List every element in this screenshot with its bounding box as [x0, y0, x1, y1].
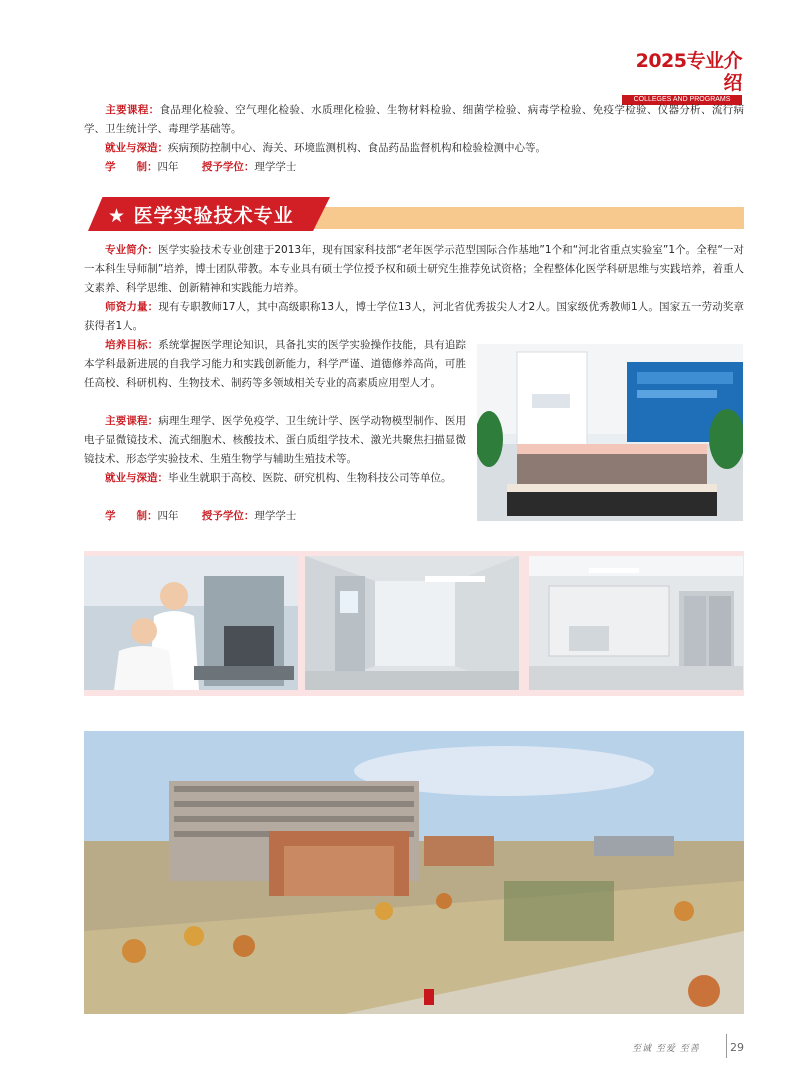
lab-photo-clean-room [529, 556, 743, 690]
page-number: 29 [730, 1041, 744, 1054]
intro-paragraph [84, 241, 744, 298]
section-heading-bar [88, 197, 744, 231]
faculty-paragraph [84, 298, 744, 336]
footer-motto: 至诚 至爱 至善 [632, 1044, 700, 1054]
courses-label: 主要课程： [105, 415, 159, 427]
group-photo [477, 344, 743, 521]
faculty-text: 现有专职教师17人，其中高级职称13人，博士学位13人，河北省优秀拔尖人才2人。国家级优秀教师1人。国家五一劳动奖章获得者1人。 [84, 301, 744, 332]
prev-career-paragraph [105, 139, 744, 158]
goal-text: 系统掌握医学理论知识，具备扎实的医学实验操作技能，具有追踪本学科最新进展的自我学习能力和实践创新能力，科学严谨、道德修养高尚，可胜任高校、科研机构、生物技术、制药等多领域相关专业的高素质应用型人才。 [84, 339, 467, 389]
career-paragraph [84, 469, 466, 488]
lab-photo-corridor [305, 556, 519, 690]
career-label: 就业与深造： [105, 472, 168, 484]
prev-degree-value: 理学学士 [254, 161, 297, 173]
duration-label: 学 制： [105, 510, 158, 522]
prev-duration-label: 学 制： [105, 161, 158, 173]
section-title: ★ 医学实验技术专业 [108, 205, 294, 227]
header-brand [622, 50, 742, 105]
prev-degree-label: 授予学位： [201, 161, 255, 173]
courses-text: 病理生理学、医学免疫学、卫生统计学、医学动物模型制作、医用电子显微镜技术、流式细胞术、核酸技术、蛋白质组学技术、激光共聚焦扫描显微镜技术、形态学实验技术、生殖生物学与辅助生殖技术等。 [84, 415, 467, 465]
prev-courses-text: 食品理化检验、空气理化检验、水质理化检验、生物材料检验、细菌学检验、病毒学检验、免疫学检验、仪器分析、流行病学、卫生统计学、毒理学基础等。 [84, 104, 744, 135]
duration-row [105, 507, 465, 526]
goal-paragraph [84, 336, 466, 393]
footer-divider [726, 1034, 727, 1058]
prev-courses-paragraph [84, 101, 744, 139]
brochure-subtitle: COLLEGES AND PROGRAMS [622, 95, 742, 105]
brochure-title: 2025专业介绍 [635, 50, 742, 94]
faculty-label: 师资力量： [105, 301, 159, 313]
intro-label: 专业简介： [105, 244, 158, 256]
intro-text: 医学实验技术专业创建于2013年，现有国家科技部“老年医学示范型国际合作基地”1个和“河北省重点实验室”1个。全程“一对一本科生导师制”培养，博士团队带教。本专业具有硕士学位授予权和硕士研究生推荐免试资格；全程整体化医学科研思维与实践培养，着重人文素养、科学思维、创新精神和实践能力培养。 [84, 244, 745, 294]
degree-label: 授予学位： [201, 510, 255, 522]
prev-career-text: 疾病预防控制中心、海关、环境监测机构、食品药品监督机构和检验检测中心等。 [168, 142, 546, 154]
prev-courses-label: 主要课程： [105, 104, 160, 116]
goal-label: 培养目标： [105, 339, 159, 351]
section-heading-band [298, 207, 744, 229]
career-text: 毕业生就职于高校、医院、研究机构、生物科技公司等单位。 [168, 472, 452, 484]
prev-duration-row [105, 158, 505, 177]
campus-aerial-photo [84, 731, 744, 1014]
degree-value: 理学学士 [254, 510, 297, 522]
lab-photo-microscope [84, 556, 298, 690]
courses-paragraph [84, 412, 466, 469]
prev-career-label: 就业与深造： [105, 142, 168, 154]
duration-value: 四年 [157, 510, 179, 522]
prev-duration-value: 四年 [157, 161, 179, 173]
